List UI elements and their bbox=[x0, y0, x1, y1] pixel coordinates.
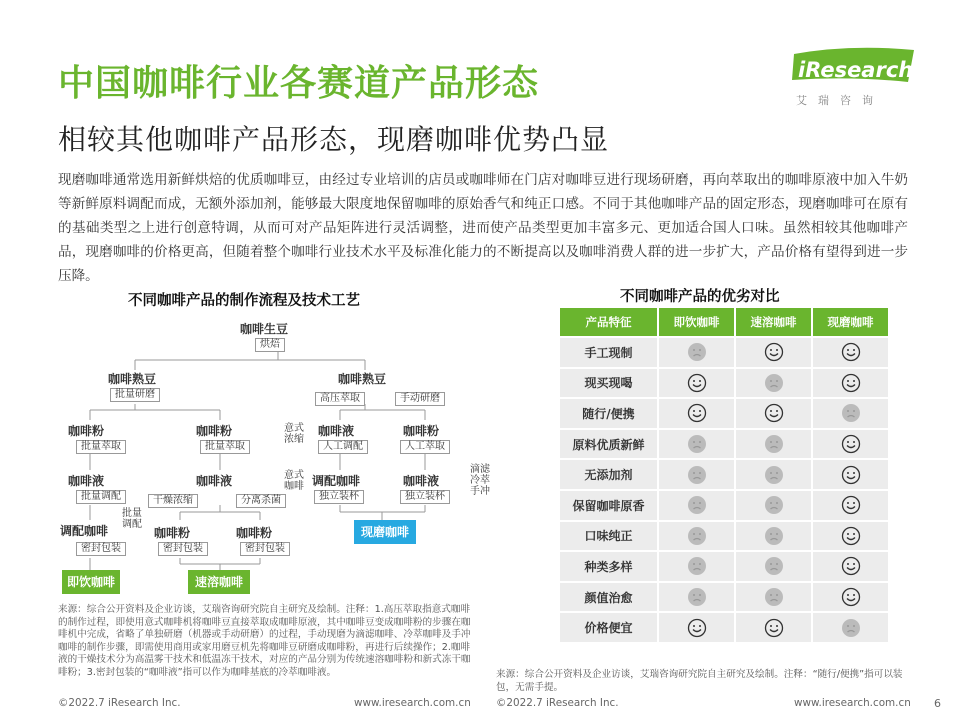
table-row bbox=[560, 369, 890, 398]
feature-label: 无添加剂 bbox=[560, 460, 659, 489]
page-number: 6 bbox=[934, 697, 941, 710]
rating-cell bbox=[813, 583, 890, 612]
sad-face-icon bbox=[764, 587, 784, 607]
flow-connectors bbox=[50, 312, 510, 602]
sad-face-icon bbox=[687, 556, 707, 576]
smiley-face-icon bbox=[687, 373, 707, 393]
sad-face-icon bbox=[687, 434, 707, 454]
tag-separate-sterilize: 分离杀菌 bbox=[236, 494, 286, 508]
rating-cell bbox=[659, 460, 736, 489]
smiley-face-icon bbox=[841, 465, 861, 485]
table-row bbox=[560, 491, 890, 520]
smiley-face-icon bbox=[841, 434, 861, 454]
feature-label: 现买现喝 bbox=[560, 369, 659, 398]
label-espresso: 意式浓缩 bbox=[284, 423, 304, 445]
sad-face-icon bbox=[687, 342, 707, 362]
label-batch-mix-side: 批量调配 bbox=[122, 508, 142, 530]
rating-cell bbox=[813, 613, 890, 642]
table-row bbox=[560, 460, 890, 489]
header-instant: 速溶咖啡 bbox=[736, 308, 813, 336]
feature-label: 手工现制 bbox=[560, 338, 659, 367]
node-powder-1: 咖啡粉 bbox=[68, 424, 105, 438]
sad-face-icon bbox=[764, 556, 784, 576]
page-subtitle: 相较其他咖啡产品形态，现磨咖啡优势凸显 bbox=[58, 123, 610, 156]
node-mixed-coffee: 调配咖啡 bbox=[60, 524, 109, 538]
label-espresso-coffee: 意式咖啡 bbox=[284, 470, 304, 492]
smiley-face-icon bbox=[764, 403, 784, 423]
node-liquid-2: 咖啡液 bbox=[196, 474, 233, 488]
node-liquid-right-1: 咖啡液 bbox=[318, 424, 355, 438]
rating-cell bbox=[813, 369, 890, 398]
footer-url-left: www.iresearch.com.cn bbox=[354, 697, 471, 709]
feature-label: 随行/便携 bbox=[560, 399, 659, 428]
sad-face-icon bbox=[687, 495, 707, 515]
table-title: 不同咖啡产品的优劣对比 bbox=[620, 289, 780, 305]
rating-cell bbox=[659, 491, 736, 520]
rating-cell bbox=[736, 369, 813, 398]
tag-pressure-extract: 高压萃取 bbox=[315, 392, 365, 406]
final-rtd-coffee: 即饮咖啡 bbox=[62, 570, 120, 594]
rating-cell bbox=[659, 430, 736, 459]
table-body bbox=[560, 338, 890, 642]
node-green-bean: 咖啡生豆 bbox=[240, 322, 289, 336]
process-flow-diagram bbox=[50, 312, 510, 602]
smiley-face-icon bbox=[841, 342, 861, 362]
tag-dry-concentrate: 干燥浓缩 bbox=[148, 494, 198, 508]
smiley-face-icon bbox=[687, 403, 707, 423]
feature-label: 保留咖啡原香 bbox=[560, 491, 659, 520]
footer-url-right: www.iresearch.com.cn bbox=[794, 697, 911, 709]
rating-cell bbox=[736, 583, 813, 612]
rating-cell bbox=[736, 522, 813, 551]
rating-cell bbox=[813, 522, 890, 551]
header-feature: 产品特征 bbox=[560, 308, 659, 336]
header-fresh: 现磨咖啡 bbox=[813, 308, 890, 336]
sad-face-icon bbox=[764, 465, 784, 485]
tag-seal-pack-1: 密封包装 bbox=[76, 542, 126, 556]
sad-face-icon bbox=[764, 373, 784, 393]
smiley-face-icon bbox=[841, 373, 861, 393]
tag-seal-pack-3: 密封包装 bbox=[240, 542, 290, 556]
node-liquid-right-2: 咖啡液 bbox=[403, 474, 440, 488]
sad-face-icon bbox=[841, 618, 861, 638]
rating-cell bbox=[659, 552, 736, 581]
rating-cell bbox=[813, 491, 890, 520]
rating-cell bbox=[813, 338, 890, 367]
node-mixed-coffee-right: 调配咖啡 bbox=[312, 474, 361, 488]
node-powder-4: 咖啡粉 bbox=[236, 526, 273, 540]
table-row bbox=[560, 552, 890, 581]
tag-cup-right-2: 独立装杯 bbox=[400, 490, 450, 504]
node-roasted-bean-left: 咖啡熟豆 bbox=[108, 372, 157, 386]
rating-cell bbox=[736, 399, 813, 428]
rating-cell bbox=[813, 552, 890, 581]
sad-face-icon bbox=[764, 434, 784, 454]
flow-title: 不同咖啡产品的制作流程及技术工艺 bbox=[128, 293, 360, 309]
logo-chinese: 艾瑞咨询 bbox=[796, 94, 884, 107]
smiley-face-icon bbox=[841, 556, 861, 576]
feature-label: 颜值治愈 bbox=[560, 583, 659, 612]
rating-cell bbox=[813, 430, 890, 459]
node-roasted-bean-right: 咖啡熟豆 bbox=[338, 372, 387, 386]
sad-face-icon bbox=[687, 465, 707, 485]
smiley-face-icon bbox=[687, 618, 707, 638]
tag-batch-extract-2: 批量萃取 bbox=[200, 440, 250, 454]
feature-label: 价格便宜 bbox=[560, 613, 659, 642]
tag-batch-extract-1: 批量萃取 bbox=[76, 440, 126, 454]
rating-cell bbox=[736, 460, 813, 489]
feature-label: 种类多样 bbox=[560, 552, 659, 581]
rating-cell bbox=[659, 522, 736, 551]
rating-cell bbox=[659, 613, 736, 642]
page-title: 中国咖啡行业各赛道产品形态 bbox=[58, 63, 540, 104]
sad-face-icon bbox=[687, 587, 707, 607]
sad-face-icon bbox=[764, 495, 784, 515]
node-powder-3: 咖啡粉 bbox=[154, 526, 191, 540]
final-instant-coffee: 速溶咖啡 bbox=[188, 570, 250, 594]
table-row bbox=[560, 430, 890, 459]
rating-cell bbox=[736, 613, 813, 642]
final-fresh-ground-coffee: 现磨咖啡 bbox=[354, 520, 416, 544]
rating-cell bbox=[736, 552, 813, 581]
logo-text: iResearch bbox=[798, 58, 914, 82]
table-row bbox=[560, 399, 890, 428]
smiley-face-icon bbox=[841, 495, 861, 515]
feature-label: 口味纯正 bbox=[560, 522, 659, 551]
tag-cup-right-1: 独立装杯 bbox=[314, 490, 364, 504]
table-row bbox=[560, 583, 890, 612]
tag-batch-mix: 批量调配 bbox=[76, 490, 126, 504]
sad-face-icon bbox=[687, 526, 707, 546]
smiley-face-icon bbox=[764, 342, 784, 362]
rating-cell bbox=[659, 583, 736, 612]
footer-copyright-right: ©2022.7 iResearch Inc. bbox=[496, 697, 619, 709]
tag-batch-grind: 批量研磨 bbox=[110, 388, 160, 402]
node-powder-right-2: 咖啡粉 bbox=[403, 424, 440, 438]
smiley-face-icon bbox=[841, 587, 861, 607]
tag-manual-grind: 手动研磨 bbox=[395, 392, 445, 406]
rating-cell bbox=[659, 369, 736, 398]
table-header-row bbox=[560, 308, 890, 336]
node-liquid-1: 咖啡液 bbox=[68, 474, 105, 488]
tag-seal-pack-2: 密封包装 bbox=[158, 542, 208, 556]
smiley-face-icon bbox=[841, 526, 861, 546]
iresearch-logo bbox=[790, 46, 920, 106]
sad-face-icon bbox=[764, 526, 784, 546]
tag-manual-mix: 人工调配 bbox=[318, 440, 368, 454]
feature-label: 原料优质新鲜 bbox=[560, 430, 659, 459]
rating-cell bbox=[736, 338, 813, 367]
table-row bbox=[560, 522, 890, 551]
rating-cell bbox=[659, 399, 736, 428]
source-note-left: 来源：综合公开资料及企业访谈，艾瑞咨询研究院自主研究及绘制。注释：1.高压萃取指意式咖啡的制作过程，即使用意式咖啡机将咖啡豆直接萃取成咖啡原液，其中咖啡豆变成咖啡粉的步骤在咖啡机中完成，省略了单独研磨（机器或手动研磨）的过程，手动现磨为滴滤咖啡、冷萃咖啡及手冲咖啡的制作步骤，即需使用商用或家用磨豆机先将咖啡豆研磨成咖啡粉，再进行后续操作；2.咖啡液的干燥技术分为高温雾干技术和低温冻干技术，对应的产品分别为传统速溶咖啡粉和新式冻干咖啡粉；3.密封包装的“咖啡液”指可以作为咖啡基底的冷萃咖啡液。 bbox=[58, 604, 471, 678]
sad-face-icon bbox=[841, 403, 861, 423]
intro-paragraph: 现磨咖啡通常选用新鲜烘焙的优质咖啡豆，由经过专业培训的店员或咖啡师在门店对咖啡豆进行现场研磨，再向萃取出的咖啡原液中加入牛奶等新鲜原料调配而成，无额外添加剂，能够最大限度地保留咖啡的原始香气和纯正口感。不同于其他咖啡产品的固定形态，现磨咖啡可在原有的基础类型之上进行创意特调，从而可对产品矩阵进行灵活调整，进而使产品类型更加丰富多元、更加适合国人口味。虽然相较其他咖啡产品，现磨咖啡的价格更高，但随着整个咖啡行业技术水平及标准化能力的不断提高以及咖啡消费人群的进一步扩大，产品价格有望得到进一步压降。 bbox=[58, 172, 908, 284]
rating-cell bbox=[736, 491, 813, 520]
header-rtd: 即饮咖啡 bbox=[659, 308, 736, 336]
label-drip-coldbrew-pourover: 滴滤冷萃手冲 bbox=[470, 464, 490, 497]
tag-roast: 烘焙 bbox=[255, 338, 285, 352]
table-row bbox=[560, 338, 890, 367]
rating-cell bbox=[813, 460, 890, 489]
table-row bbox=[560, 613, 890, 642]
source-note-right: 来源：综合公开资料及企业访谈，艾瑞咨询研究院自主研究及绘制。注释：“随行/便携”指可以装包，无需手提。 bbox=[496, 669, 903, 693]
comparison-table bbox=[560, 306, 890, 644]
smiley-face-icon bbox=[764, 618, 784, 638]
tag-manual-extract: 人工萃取 bbox=[400, 440, 450, 454]
rating-cell bbox=[659, 338, 736, 367]
footer-copyright-left: ©2022.7 iResearch Inc. bbox=[58, 697, 181, 709]
rating-cell bbox=[736, 430, 813, 459]
rating-cell bbox=[813, 399, 890, 428]
node-powder-2: 咖啡粉 bbox=[196, 424, 233, 438]
